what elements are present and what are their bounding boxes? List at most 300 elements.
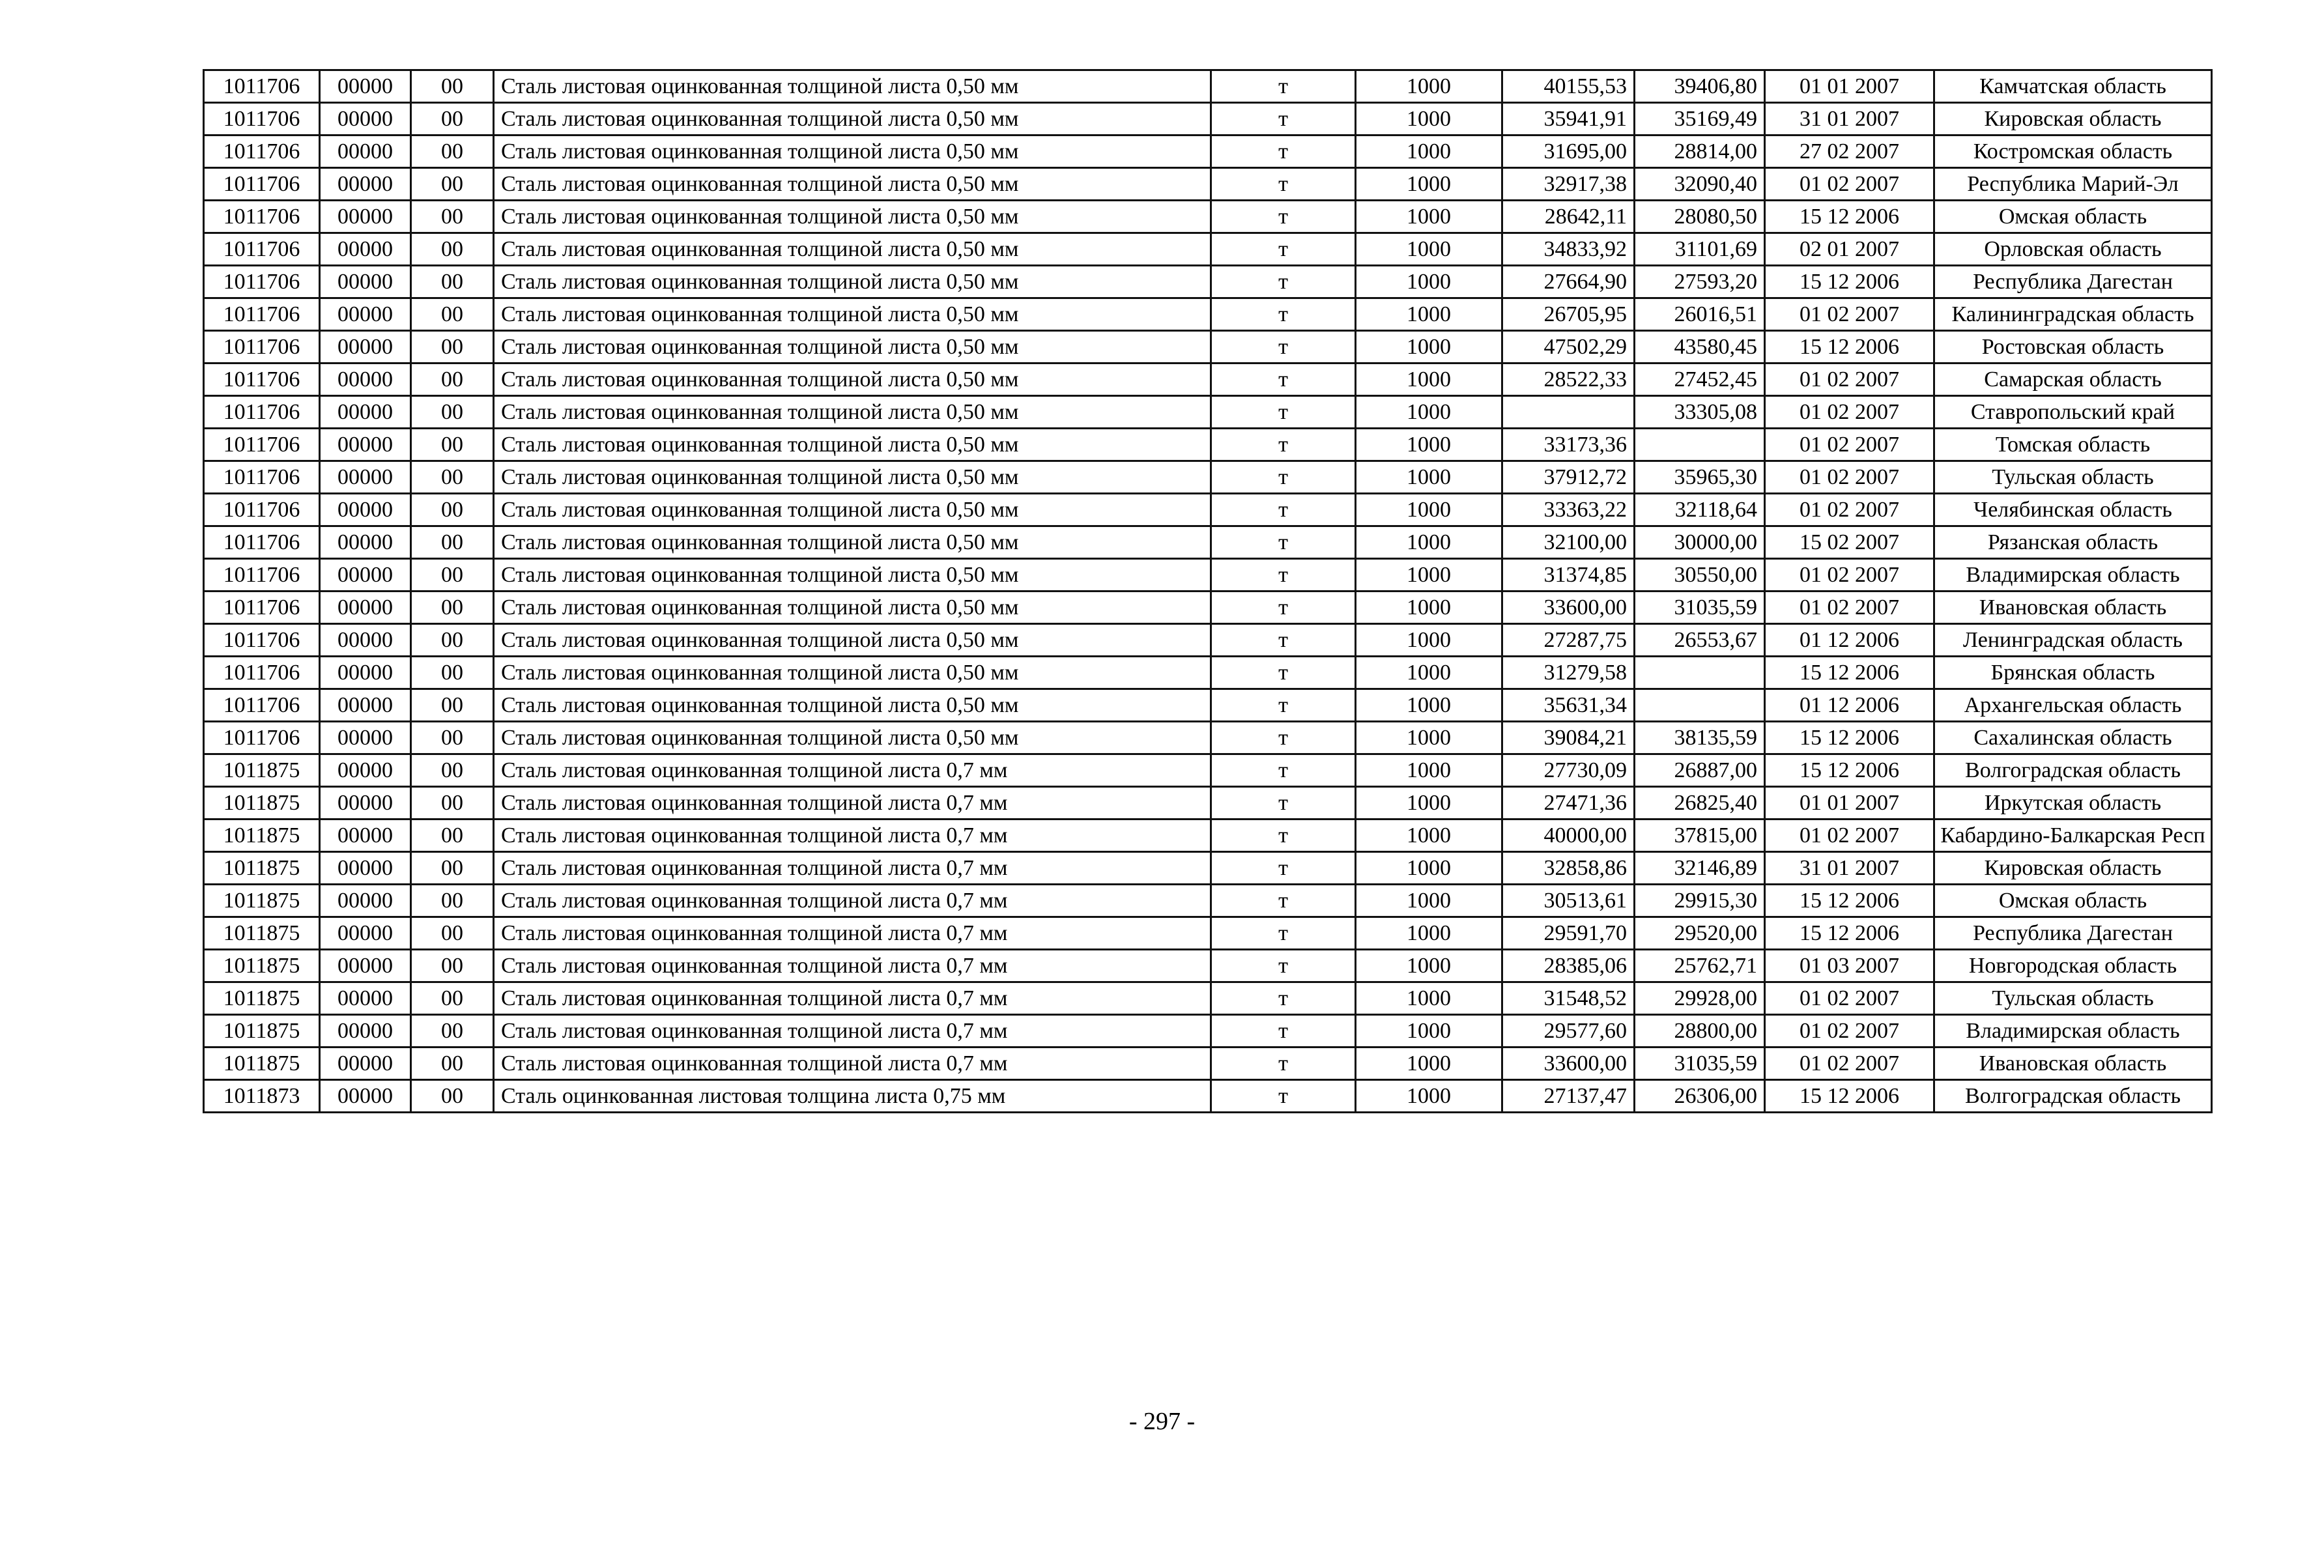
item-code-cell: 1011706 — [204, 559, 320, 592]
price-min-cell: 35169,49 — [1635, 103, 1765, 135]
item-quantity-cell: 1000 — [1356, 461, 1502, 494]
item-class-cell: 00 — [411, 233, 494, 266]
region-name-cell: Сахалинская область — [1934, 722, 2212, 754]
region-name-cell: Иркутская область — [1934, 787, 2212, 820]
item-class-cell: 00 — [411, 135, 494, 168]
price-min-cell: 33305,08 — [1635, 396, 1765, 429]
price-date-cell: 31 01 2007 — [1765, 103, 1934, 135]
item-unit-cell: т — [1211, 1080, 1356, 1113]
table-row — [204, 787, 2212, 820]
item-class-cell: 00 — [411, 885, 494, 917]
item-subcode-cell: 00000 — [320, 982, 411, 1015]
item-quantity-cell: 1000 — [1356, 754, 1502, 787]
table-row — [204, 70, 2212, 103]
price-max-cell: 47502,29 — [1502, 331, 1635, 363]
region-name-cell: Кировская область — [1934, 852, 2212, 885]
item-unit-cell: т — [1211, 1048, 1356, 1080]
item-code-cell: 1011706 — [204, 298, 320, 331]
price-max-cell: 27287,75 — [1502, 624, 1635, 657]
region-name-cell: Кабардино-Балкарская Респ — [1934, 820, 2212, 852]
table-row — [204, 461, 2212, 494]
price-date-cell: 15 12 2006 — [1765, 266, 1934, 298]
item-description-cell: Сталь листовая оцинкованная толщиной листа 0,7 мм — [494, 950, 1211, 982]
item-quantity-cell: 1000 — [1356, 657, 1502, 689]
item-subcode-cell: 00000 — [320, 852, 411, 885]
price-date-cell: 02 01 2007 — [1765, 233, 1934, 266]
table-row — [204, 1015, 2212, 1048]
price-min-cell: 31101,69 — [1635, 233, 1765, 266]
item-class-cell: 00 — [411, 298, 494, 331]
item-subcode-cell: 00000 — [320, 331, 411, 363]
table-row — [204, 592, 2212, 624]
item-code-cell: 1011706 — [204, 363, 320, 396]
table-row — [204, 494, 2212, 526]
item-class-cell: 00 — [411, 689, 494, 722]
item-quantity-cell: 1000 — [1356, 689, 1502, 722]
table-row — [204, 917, 2212, 950]
item-class-cell: 00 — [411, 461, 494, 494]
item-subcode-cell: 00000 — [320, 1080, 411, 1113]
item-description-cell: Сталь листовая оцинкованная толщиной листа 0,50 мм — [494, 298, 1211, 331]
table-row — [204, 950, 2212, 982]
price-min-cell: 37815,00 — [1635, 820, 1765, 852]
item-description-cell: Сталь листовая оцинкованная толщиной листа 0,50 мм — [494, 689, 1211, 722]
item-quantity-cell: 1000 — [1356, 1080, 1502, 1113]
region-name-cell: Республика Дагестан — [1934, 266, 2212, 298]
price-date-cell: 15 12 2006 — [1765, 722, 1934, 754]
price-min-cell: 26306,00 — [1635, 1080, 1765, 1113]
price-max-cell: 31279,58 — [1502, 657, 1635, 689]
item-code-cell: 1011706 — [204, 592, 320, 624]
item-description-cell: Сталь листовая оцинкованная толщиной листа 0,7 мм — [494, 820, 1211, 852]
item-subcode-cell: 00000 — [320, 787, 411, 820]
region-name-cell: Костромская область — [1934, 135, 2212, 168]
item-quantity-cell: 1000 — [1356, 298, 1502, 331]
region-name-cell: Ивановская область — [1934, 592, 2212, 624]
item-code-cell: 1011875 — [204, 917, 320, 950]
price-min-cell: 29928,00 — [1635, 982, 1765, 1015]
region-name-cell: Омская область — [1934, 201, 2212, 233]
item-class-cell: 00 — [411, 950, 494, 982]
item-subcode-cell: 00000 — [320, 168, 411, 201]
region-name-cell: Волгоградская область — [1934, 754, 2212, 787]
price-min-cell: 32146,89 — [1635, 852, 1765, 885]
price-max-cell: 28385,06 — [1502, 950, 1635, 982]
item-quantity-cell: 1000 — [1356, 70, 1502, 103]
item-unit-cell: т — [1211, 135, 1356, 168]
item-subcode-cell: 00000 — [320, 135, 411, 168]
item-unit-cell: т — [1211, 787, 1356, 820]
item-quantity-cell: 1000 — [1356, 135, 1502, 168]
item-quantity-cell: 1000 — [1356, 233, 1502, 266]
item-subcode-cell: 00000 — [320, 103, 411, 135]
price-max-cell — [1502, 396, 1635, 429]
table-row — [204, 559, 2212, 592]
item-subcode-cell: 00000 — [320, 429, 411, 461]
table-row — [204, 396, 2212, 429]
item-code-cell: 1011706 — [204, 689, 320, 722]
item-code-cell: 1011706 — [204, 461, 320, 494]
item-code-cell: 1011706 — [204, 266, 320, 298]
region-name-cell: Тульская область — [1934, 982, 2212, 1015]
item-description-cell: Сталь листовая оцинкованная толщиной листа 0,50 мм — [494, 722, 1211, 754]
table-row — [204, 624, 2212, 657]
price-min-cell: 43580,45 — [1635, 331, 1765, 363]
item-code-cell: 1011875 — [204, 885, 320, 917]
region-name-cell: Ленинградская область — [1934, 624, 2212, 657]
item-quantity-cell: 1000 — [1356, 820, 1502, 852]
region-name-cell: Кировская область — [1934, 103, 2212, 135]
item-class-cell: 00 — [411, 266, 494, 298]
item-quantity-cell: 1000 — [1356, 950, 1502, 982]
table-row — [204, 657, 2212, 689]
item-description-cell: Сталь листовая оцинкованная толщиной листа 0,50 мм — [494, 201, 1211, 233]
item-code-cell: 1011706 — [204, 429, 320, 461]
price-min-cell: 31035,59 — [1635, 1048, 1765, 1080]
price-date-cell: 15 12 2006 — [1765, 657, 1934, 689]
item-code-cell: 1011706 — [204, 526, 320, 559]
region-name-cell: Омская область — [1934, 885, 2212, 917]
item-description-cell: Сталь листовая оцинкованная толщиной листа 0,50 мм — [494, 494, 1211, 526]
region-name-cell: Ивановская область — [1934, 1048, 2212, 1080]
table-row — [204, 526, 2212, 559]
price-date-cell: 15 12 2006 — [1765, 331, 1934, 363]
table-row — [204, 201, 2212, 233]
item-code-cell: 1011706 — [204, 103, 320, 135]
item-quantity-cell: 1000 — [1356, 168, 1502, 201]
item-subcode-cell: 00000 — [320, 298, 411, 331]
item-quantity-cell: 1000 — [1356, 429, 1502, 461]
price-min-cell: 29520,00 — [1635, 917, 1765, 950]
price-min-cell: 32090,40 — [1635, 168, 1765, 201]
price-date-cell: 01 01 2007 — [1765, 787, 1934, 820]
item-unit-cell: т — [1211, 982, 1356, 1015]
item-code-cell: 1011706 — [204, 201, 320, 233]
region-name-cell: Владимирская область — [1934, 559, 2212, 592]
item-unit-cell: т — [1211, 233, 1356, 266]
item-subcode-cell: 00000 — [320, 950, 411, 982]
price-max-cell: 29577,60 — [1502, 1015, 1635, 1048]
item-unit-cell: т — [1211, 1015, 1356, 1048]
item-class-cell: 00 — [411, 331, 494, 363]
item-unit-cell: т — [1211, 396, 1356, 429]
item-unit-cell: т — [1211, 298, 1356, 331]
table-row — [204, 754, 2212, 787]
region-name-cell: Республика Марий-Эл — [1934, 168, 2212, 201]
item-class-cell: 00 — [411, 754, 494, 787]
item-subcode-cell: 00000 — [320, 885, 411, 917]
item-quantity-cell: 1000 — [1356, 526, 1502, 559]
item-subcode-cell: 00000 — [320, 754, 411, 787]
item-unit-cell: т — [1211, 526, 1356, 559]
price-min-cell: 38135,59 — [1635, 722, 1765, 754]
item-class-cell: 00 — [411, 852, 494, 885]
price-date-cell: 01 02 2007 — [1765, 592, 1934, 624]
item-unit-cell: т — [1211, 331, 1356, 363]
price-max-cell: 35941,91 — [1502, 103, 1635, 135]
region-name-cell: Челябинская область — [1934, 494, 2212, 526]
item-subcode-cell: 00000 — [320, 266, 411, 298]
price-date-cell: 01 02 2007 — [1765, 429, 1934, 461]
price-min-cell: 26016,51 — [1635, 298, 1765, 331]
item-quantity-cell: 1000 — [1356, 331, 1502, 363]
item-subcode-cell: 00000 — [320, 526, 411, 559]
price-max-cell: 34833,92 — [1502, 233, 1635, 266]
item-subcode-cell: 00000 — [320, 592, 411, 624]
item-unit-cell: т — [1211, 429, 1356, 461]
item-code-cell: 1011706 — [204, 494, 320, 526]
item-subcode-cell: 00000 — [320, 461, 411, 494]
item-class-cell: 00 — [411, 1015, 494, 1048]
item-class-cell: 00 — [411, 1080, 494, 1113]
table-row — [204, 331, 2212, 363]
item-quantity-cell: 1000 — [1356, 201, 1502, 233]
price-date-cell: 15 12 2006 — [1765, 885, 1934, 917]
item-code-cell: 1011875 — [204, 982, 320, 1015]
item-code-cell: 1011875 — [204, 754, 320, 787]
item-quantity-cell: 1000 — [1356, 722, 1502, 754]
item-code-cell: 1011873 — [204, 1080, 320, 1113]
item-description-cell: Сталь листовая оцинкованная толщиной листа 0,50 мм — [494, 592, 1211, 624]
price-max-cell: 33173,36 — [1502, 429, 1635, 461]
region-name-cell: Томская область — [1934, 429, 2212, 461]
item-description-cell: Сталь листовая оцинкованная толщиной листа 0,50 мм — [494, 70, 1211, 103]
table-row — [204, 852, 2212, 885]
item-description-cell: Сталь листовая оцинкованная толщиной листа 0,7 мм — [494, 1015, 1211, 1048]
item-description-cell: Сталь листовая оцинкованная толщиной листа 0,50 мм — [494, 168, 1211, 201]
item-description-cell: Сталь листовая оцинкованная толщиной листа 0,7 мм — [494, 754, 1211, 787]
item-code-cell: 1011706 — [204, 624, 320, 657]
item-quantity-cell: 1000 — [1356, 363, 1502, 396]
item-code-cell: 1011875 — [204, 820, 320, 852]
item-description-cell: Сталь листовая оцинкованная толщиной листа 0,7 мм — [494, 852, 1211, 885]
price-date-cell: 01 02 2007 — [1765, 1015, 1934, 1048]
price-max-cell: 35631,34 — [1502, 689, 1635, 722]
page-number: - 297 - — [1128, 1408, 1196, 1435]
item-code-cell: 1011706 — [204, 722, 320, 754]
item-description-cell: Сталь листовая оцинкованная толщиной листа 0,50 мм — [494, 396, 1211, 429]
price-max-cell: 32100,00 — [1502, 526, 1635, 559]
item-class-cell: 00 — [411, 70, 494, 103]
price-date-cell: 15 12 2006 — [1765, 754, 1934, 787]
item-description-cell: Сталь листовая оцинкованная толщиной листа 0,7 мм — [494, 787, 1211, 820]
price-date-cell: 01 02 2007 — [1765, 396, 1934, 429]
price-max-cell: 27471,36 — [1502, 787, 1635, 820]
item-subcode-cell: 00000 — [320, 559, 411, 592]
item-unit-cell: т — [1211, 461, 1356, 494]
item-description-cell: Сталь листовая оцинкованная толщиной листа 0,50 мм — [494, 559, 1211, 592]
price-date-cell: 01 02 2007 — [1765, 168, 1934, 201]
price-date-cell: 01 02 2007 — [1765, 982, 1934, 1015]
region-name-cell: Волгоградская область — [1934, 1080, 2212, 1113]
price-date-cell: 01 03 2007 — [1765, 950, 1934, 982]
item-code-cell: 1011706 — [204, 331, 320, 363]
item-description-cell: Сталь листовая оцинкованная толщиной листа 0,50 мм — [494, 135, 1211, 168]
price-max-cell: 39084,21 — [1502, 722, 1635, 754]
region-name-cell: Ставропольский край — [1934, 396, 2212, 429]
price-max-cell: 32917,38 — [1502, 168, 1635, 201]
item-subcode-cell: 00000 — [320, 689, 411, 722]
price-date-cell: 01 01 2007 — [1765, 70, 1934, 103]
item-class-cell: 00 — [411, 396, 494, 429]
price-date-cell: 01 02 2007 — [1765, 363, 1934, 396]
item-code-cell: 1011706 — [204, 233, 320, 266]
item-description-cell: Сталь листовая оцинкованная толщиной листа 0,50 мм — [494, 429, 1211, 461]
item-unit-cell: т — [1211, 885, 1356, 917]
item-quantity-cell: 1000 — [1356, 885, 1502, 917]
item-subcode-cell: 00000 — [320, 70, 411, 103]
price-date-cell: 01 02 2007 — [1765, 559, 1934, 592]
region-name-cell: Архангельская область — [1934, 689, 2212, 722]
item-description-cell: Сталь листовая оцинкованная толщиной листа 0,50 мм — [494, 233, 1211, 266]
table-row — [204, 722, 2212, 754]
region-name-cell: Тульская область — [1934, 461, 2212, 494]
item-class-cell: 00 — [411, 624, 494, 657]
item-class-cell: 00 — [411, 201, 494, 233]
price-min-cell: 26825,40 — [1635, 787, 1765, 820]
item-unit-cell: т — [1211, 852, 1356, 885]
item-quantity-cell: 1000 — [1356, 787, 1502, 820]
item-quantity-cell: 1000 — [1356, 1015, 1502, 1048]
price-max-cell: 28522,33 — [1502, 363, 1635, 396]
item-code-cell: 1011875 — [204, 852, 320, 885]
price-date-cell: 15 12 2006 — [1765, 201, 1934, 233]
price-date-cell: 31 01 2007 — [1765, 852, 1934, 885]
item-class-cell: 00 — [411, 1048, 494, 1080]
region-name-cell: Ростовская область — [1934, 331, 2212, 363]
price-max-cell: 26705,95 — [1502, 298, 1635, 331]
item-unit-cell: т — [1211, 363, 1356, 396]
item-unit-cell: т — [1211, 592, 1356, 624]
region-name-cell: Брянская область — [1934, 657, 2212, 689]
item-class-cell: 00 — [411, 494, 494, 526]
price-min-cell: 28814,00 — [1635, 135, 1765, 168]
item-unit-cell: т — [1211, 722, 1356, 754]
price-date-cell: 15 12 2006 — [1765, 917, 1934, 950]
item-class-cell: 00 — [411, 168, 494, 201]
price-date-cell: 15 02 2007 — [1765, 526, 1934, 559]
price-max-cell: 33363,22 — [1502, 494, 1635, 526]
item-subcode-cell: 00000 — [320, 363, 411, 396]
item-description-cell: Сталь листовая оцинкованная толщиной листа 0,50 мм — [494, 657, 1211, 689]
price-date-cell: 01 02 2007 — [1765, 298, 1934, 331]
price-max-cell: 31548,52 — [1502, 982, 1635, 1015]
item-description-cell: Сталь листовая оцинкованная толщиной листа 0,7 мм — [494, 982, 1211, 1015]
region-name-cell: Владимирская область — [1934, 1015, 2212, 1048]
table-row — [204, 266, 2212, 298]
price-min-cell: 32118,64 — [1635, 494, 1765, 526]
item-subcode-cell: 00000 — [320, 722, 411, 754]
item-code-cell: 1011875 — [204, 1015, 320, 1048]
item-description-cell: Сталь листовая оцинкованная толщиной листа 0,50 мм — [494, 526, 1211, 559]
item-quantity-cell: 1000 — [1356, 852, 1502, 885]
price-min-cell: 30550,00 — [1635, 559, 1765, 592]
item-unit-cell: т — [1211, 559, 1356, 592]
item-unit-cell: т — [1211, 624, 1356, 657]
item-description-cell: Сталь листовая оцинкованная толщиной листа 0,50 мм — [494, 461, 1211, 494]
price-max-cell: 31374,85 — [1502, 559, 1635, 592]
item-unit-cell: т — [1211, 103, 1356, 135]
price-min-cell — [1635, 657, 1765, 689]
item-unit-cell: т — [1211, 917, 1356, 950]
price-min-cell: 26887,00 — [1635, 754, 1765, 787]
item-subcode-cell: 00000 — [320, 624, 411, 657]
item-quantity-cell: 1000 — [1356, 982, 1502, 1015]
item-code-cell: 1011875 — [204, 787, 320, 820]
table-row — [204, 820, 2212, 852]
item-description-cell: Сталь листовая оцинкованная толщиной листа 0,50 мм — [494, 331, 1211, 363]
item-unit-cell: т — [1211, 266, 1356, 298]
price-max-cell: 32858,86 — [1502, 852, 1635, 885]
item-class-cell: 00 — [411, 787, 494, 820]
price-min-cell: 28800,00 — [1635, 1015, 1765, 1048]
price-min-cell: 29915,30 — [1635, 885, 1765, 917]
price-min-cell: 26553,67 — [1635, 624, 1765, 657]
price-max-cell: 40000,00 — [1502, 820, 1635, 852]
region-name-cell: Республика Дагестан — [1934, 917, 2212, 950]
price-max-cell: 33600,00 — [1502, 592, 1635, 624]
price-max-cell: 30513,61 — [1502, 885, 1635, 917]
item-code-cell: 1011706 — [204, 70, 320, 103]
item-unit-cell: т — [1211, 70, 1356, 103]
price-min-cell: 25762,71 — [1635, 950, 1765, 982]
item-unit-cell: т — [1211, 950, 1356, 982]
price-max-cell: 28642,11 — [1502, 201, 1635, 233]
item-subcode-cell: 00000 — [320, 1048, 411, 1080]
table-row — [204, 1080, 2212, 1113]
region-name-cell: Калининградская область — [1934, 298, 2212, 331]
item-quantity-cell: 1000 — [1356, 266, 1502, 298]
item-quantity-cell: 1000 — [1356, 396, 1502, 429]
item-quantity-cell: 1000 — [1356, 592, 1502, 624]
region-name-cell: Самарская область — [1934, 363, 2212, 396]
item-quantity-cell: 1000 — [1356, 917, 1502, 950]
price-max-cell: 37912,72 — [1502, 461, 1635, 494]
price-min-cell: 28080,50 — [1635, 201, 1765, 233]
item-class-cell: 00 — [411, 363, 494, 396]
price-max-cell: 40155,53 — [1502, 70, 1635, 103]
price-date-cell: 15 12 2006 — [1765, 1080, 1934, 1113]
price-min-cell: 39406,80 — [1635, 70, 1765, 103]
item-subcode-cell: 00000 — [320, 657, 411, 689]
table-body — [204, 70, 2212, 1113]
item-class-cell: 00 — [411, 103, 494, 135]
price-max-cell: 27730,09 — [1502, 754, 1635, 787]
table-row — [204, 298, 2212, 331]
item-class-cell: 00 — [411, 982, 494, 1015]
table-row — [204, 233, 2212, 266]
table-row — [204, 689, 2212, 722]
price-date-cell: 01 02 2007 — [1765, 1048, 1934, 1080]
price-max-cell: 27664,90 — [1502, 266, 1635, 298]
item-quantity-cell: 1000 — [1356, 1048, 1502, 1080]
item-code-cell: 1011706 — [204, 168, 320, 201]
price-date-cell: 27 02 2007 — [1765, 135, 1934, 168]
item-quantity-cell: 1000 — [1356, 103, 1502, 135]
region-name-cell: Новгородская область — [1934, 950, 2212, 982]
item-class-cell: 00 — [411, 917, 494, 950]
item-subcode-cell: 00000 — [320, 1015, 411, 1048]
price-max-cell: 33600,00 — [1502, 1048, 1635, 1080]
table-row — [204, 168, 2212, 201]
price-date-cell: 01 12 2006 — [1765, 624, 1934, 657]
item-subcode-cell: 00000 — [320, 201, 411, 233]
table-row — [204, 363, 2212, 396]
price-date-cell: 01 02 2007 — [1765, 494, 1934, 526]
price-min-cell — [1635, 689, 1765, 722]
item-description-cell: Сталь листовая оцинкованная толщиной листа 0,50 мм — [494, 103, 1211, 135]
price-min-cell — [1635, 429, 1765, 461]
